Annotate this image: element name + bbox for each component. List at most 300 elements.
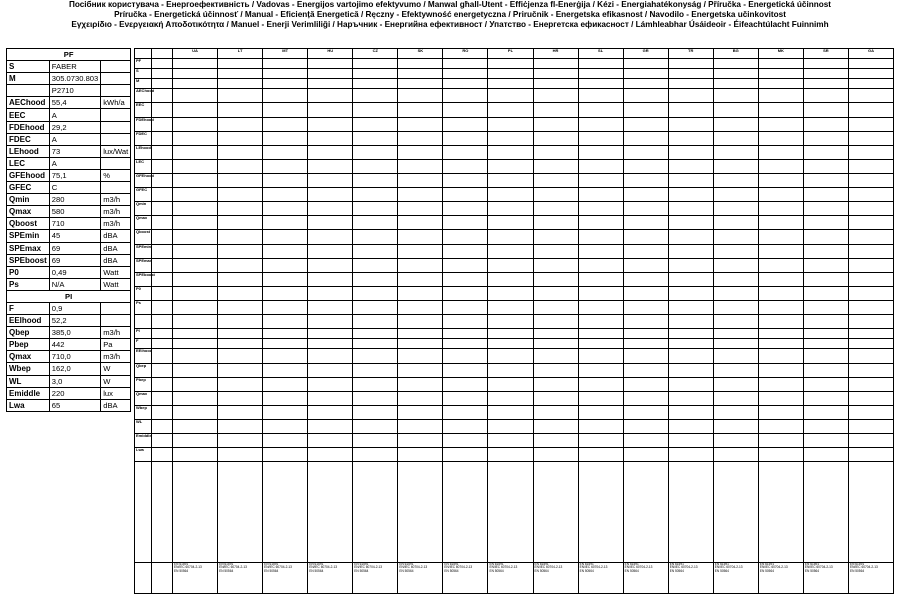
grid-cell: [668, 230, 713, 244]
grid-row-key: SPEmin: [135, 244, 152, 258]
pf-value: FABER: [49, 61, 100, 73]
grid-cell: [398, 448, 443, 462]
grid-cell: [443, 419, 488, 433]
grid-cell: [578, 419, 623, 433]
pf-value: C: [49, 182, 100, 194]
pf-unit: %: [101, 169, 131, 181]
grid-cell: [173, 103, 218, 117]
grid-cell: [758, 363, 803, 377]
grid-cell: [713, 173, 758, 187]
grid-column-header: SL: [578, 49, 623, 59]
grid-column-header: GR: [623, 49, 668, 59]
grid-cell: [488, 89, 533, 103]
grid-cell: [713, 329, 758, 339]
pi-row: [7, 387, 131, 399]
footer-reference: EN 50564: [804, 568, 820, 573]
grid-cell: [848, 188, 893, 202]
grid-cell: [443, 79, 488, 89]
pi-unit: [101, 302, 131, 314]
grid-cell: [848, 339, 893, 349]
pf-unit: m3/h: [101, 218, 131, 230]
grid-cell: [623, 339, 668, 349]
grid-cell: [353, 244, 398, 258]
pi-label: Emiddle: [7, 387, 50, 399]
grid-cell: [308, 349, 353, 363]
grid-cell: [758, 405, 803, 419]
grid-cell: [758, 349, 803, 363]
grid-cell: [218, 462, 263, 562]
grid-cell: [398, 434, 443, 448]
grid-cell: [218, 188, 263, 202]
grid-cell: [263, 202, 308, 216]
grid-cell: [848, 117, 893, 131]
grid-cell: [308, 377, 353, 391]
footer-reference: EN 50564: [669, 568, 684, 573]
grid-row-desc-cell: [152, 244, 173, 258]
grid-cell: [353, 329, 398, 339]
pi-unit: W: [101, 363, 131, 375]
grid-cell: [803, 244, 848, 258]
grid-cell: [443, 377, 488, 391]
grid-cell: [848, 448, 893, 462]
grid-column-header: SK: [398, 49, 443, 59]
grid-cell: [308, 562, 353, 593]
pf-row: [7, 254, 131, 266]
grid-cell: [623, 69, 668, 79]
pf-unit: [101, 121, 131, 133]
pf-label: Qmax: [7, 206, 50, 218]
pi-label: F: [7, 302, 50, 314]
grid-cell: [623, 131, 668, 145]
grid-cell: [173, 272, 218, 286]
grid-row: [135, 315, 894, 329]
pf-unit: [101, 61, 131, 73]
pf-value: 69: [49, 242, 100, 254]
grid-row-key: SPEboost: [135, 272, 152, 286]
grid-row: [135, 79, 894, 89]
pi-row: [7, 339, 131, 351]
pf-unit: [101, 85, 131, 97]
grid-row-desc-cell: [152, 89, 173, 103]
grid-cell: [668, 145, 713, 159]
footer-reference: EN 50564: [309, 568, 324, 573]
grid-row-desc-cell: [152, 300, 173, 314]
grid-cell: [578, 391, 623, 405]
pf-label: Ps: [7, 278, 50, 290]
grid-cell: [443, 216, 488, 230]
grid-cell: [488, 188, 533, 202]
grid-cell: [488, 462, 533, 562]
grid-cell: [578, 329, 623, 339]
grid-cell: [488, 117, 533, 131]
grid-cell: [263, 258, 308, 272]
grid-cell: [308, 405, 353, 419]
grid-cell: [713, 69, 758, 79]
grid-cell: [668, 244, 713, 258]
grid-cell: [443, 69, 488, 79]
grid-cell: [623, 448, 668, 462]
grid-cell: [533, 103, 578, 117]
footer-reference: EN 61591: [714, 561, 729, 566]
footer-reference: EN 61591: [624, 561, 639, 566]
grid-row-key: Qbep: [135, 363, 152, 377]
grid-cell: [308, 69, 353, 79]
grid-cell: [218, 131, 263, 145]
footer-reference: EN 50564: [399, 568, 414, 573]
grid-cell: [263, 58, 308, 68]
grid-cell: [803, 173, 848, 187]
footer-reference: EN 61591: [444, 561, 459, 566]
grid-cell: [218, 103, 263, 117]
grid-cell: [803, 315, 848, 329]
grid-cell: [533, 69, 578, 79]
grid-cell: [488, 103, 533, 117]
grid-cell: [263, 329, 308, 339]
grid-cell: [533, 339, 578, 349]
pi-value: 3,0: [49, 375, 100, 387]
grid-cell: [398, 258, 443, 272]
grid-cell: [173, 145, 218, 159]
grid-row-key: Qmax: [135, 216, 152, 230]
grid-cell: [578, 173, 623, 187]
pf-unit: dBA: [101, 254, 131, 266]
grid-cell: [173, 69, 218, 79]
grid-cell: [713, 300, 758, 314]
footer-reference: EN 50564: [219, 568, 234, 573]
grid-cell: [848, 244, 893, 258]
grid-cell: [218, 216, 263, 230]
grid-cell: [218, 173, 263, 187]
grid-cell: [173, 339, 218, 349]
grid-cell: [263, 230, 308, 244]
footer-reference: EN 50564: [174, 568, 189, 573]
pf-label: GFEC: [7, 182, 50, 194]
pf-row: [7, 194, 131, 206]
grid-cell: [308, 315, 353, 329]
pf-row: [7, 266, 131, 278]
grid-cell: [398, 339, 443, 349]
grid-cell: [668, 58, 713, 68]
grid-cell: [713, 58, 758, 68]
grid-cell: [488, 405, 533, 419]
grid-cell: [263, 286, 308, 300]
grid-cell: [308, 79, 353, 89]
grid-cell: [218, 419, 263, 433]
pi-value: 220: [49, 387, 100, 399]
footer-reference: EN 61591: [264, 561, 279, 566]
grid-row-desc-cell: [152, 286, 173, 300]
grid-cell: [218, 329, 263, 339]
grid-cell: [173, 79, 218, 89]
grid-cell: [263, 117, 308, 131]
grid-cell: [308, 131, 353, 145]
grid-cell: [803, 258, 848, 272]
grid-cell: [353, 419, 398, 433]
grid-cell: [713, 391, 758, 405]
grid-cell: [533, 58, 578, 68]
grid-cell: [578, 117, 623, 131]
grid-cell: [353, 286, 398, 300]
footer-reference: EN 61591: [174, 561, 189, 566]
pf-value: 580: [49, 206, 100, 218]
grid-cell: [353, 202, 398, 216]
grid-cell: [623, 315, 668, 329]
grid-cell: [758, 103, 803, 117]
grid-row-key: EEC: [135, 103, 152, 117]
grid-row: [135, 363, 894, 377]
grid-cell: [443, 349, 488, 363]
grid-cell: [668, 349, 713, 363]
grid-cell: [173, 131, 218, 145]
grid-row-key: [135, 315, 152, 329]
grid-cell: [533, 448, 578, 462]
grid-cell: [398, 419, 443, 433]
grid-cell: [308, 329, 353, 339]
grid-row-desc-cell: [152, 202, 173, 216]
grid-cell: [443, 159, 488, 173]
grid-cell: [758, 272, 803, 286]
grid-cell: [848, 434, 893, 448]
grid-row-desc-cell: [152, 117, 173, 131]
grid-cell: [668, 188, 713, 202]
grid-cell: [578, 89, 623, 103]
grid-cell: [623, 159, 668, 173]
pf-value: A: [49, 133, 100, 145]
grid-cell: [263, 216, 308, 230]
grid-cell: [353, 230, 398, 244]
grid-row-key: LEhood: [135, 145, 152, 159]
pf-row: [7, 97, 131, 109]
grid-cell: [218, 202, 263, 216]
grid-cell: [758, 89, 803, 103]
grid-row-desc-cell: [152, 448, 173, 462]
grid-cell: [443, 202, 488, 216]
pi-row: [7, 351, 131, 363]
grid-row-key: AEChood: [135, 89, 152, 103]
pf-label: M: [7, 73, 50, 85]
grid-cell: [713, 202, 758, 216]
grid-cell: [173, 329, 218, 339]
pf-unit: [101, 182, 131, 194]
grid-cell: [263, 69, 308, 79]
grid-cell: [488, 434, 533, 448]
grid-cell: [353, 89, 398, 103]
grid-cell: [848, 272, 893, 286]
grid-cell: [218, 286, 263, 300]
grid-cell: [803, 339, 848, 349]
grid-cell: [443, 286, 488, 300]
grid-cell: [803, 159, 848, 173]
grid-cell: [803, 202, 848, 216]
grid-row: [135, 173, 894, 187]
grid-cell: [263, 462, 308, 562]
grid-cell: [803, 272, 848, 286]
grid-cell: [623, 286, 668, 300]
grid-cell: [533, 349, 578, 363]
grid-cell: [218, 349, 263, 363]
grid-cell: [398, 405, 443, 419]
pf-label: Qmin: [7, 194, 50, 206]
grid-row: [135, 339, 894, 349]
grid-cell: [578, 244, 623, 258]
footer-reference: EN/IEC 60704-2-13: [579, 565, 608, 570]
grid-row: [135, 230, 894, 244]
grid-row: [135, 244, 894, 258]
grid-cell: [353, 272, 398, 286]
grid-cell: [443, 405, 488, 419]
pf-label: FDEC: [7, 133, 50, 145]
pf-label: [7, 85, 50, 97]
grid-cell: [533, 145, 578, 159]
grid-cell: [848, 349, 893, 363]
footer-reference: EN/IEC 60704-2-13: [849, 565, 878, 570]
pf-row: [7, 133, 131, 145]
grid-cell: [443, 363, 488, 377]
grid-cell: [308, 434, 353, 448]
grid-row-key: PI: [135, 329, 152, 339]
pi-unit: W: [101, 375, 131, 387]
grid-cell: [713, 419, 758, 433]
footer-reference: EN 61591: [489, 561, 504, 566]
pi-value: 442: [49, 339, 100, 351]
grid-cell: [218, 315, 263, 329]
grid-cell: [173, 244, 218, 258]
grid-column-header: CZ: [353, 49, 398, 59]
grid-column-header: RO: [443, 49, 488, 59]
grid-cell: [308, 363, 353, 377]
grid-cell: [263, 103, 308, 117]
grid-cell: [353, 131, 398, 145]
grid-cell: [578, 315, 623, 329]
grid-cell: [578, 462, 623, 562]
grid-cell: [218, 448, 263, 462]
pi-value: 385,0: [49, 327, 100, 339]
grid-cell: [443, 315, 488, 329]
grid-cell: [353, 173, 398, 187]
grid-column-header: HU: [308, 49, 353, 59]
footer-reference: EN 61591: [804, 561, 820, 566]
pf-label: EEC: [7, 109, 50, 121]
footer-reference: EN/IEC 60704-2-13: [534, 565, 563, 570]
pf-value: 55,4: [49, 97, 100, 109]
grid-cell: [713, 349, 758, 363]
grid-cell: [848, 462, 893, 562]
grid-cell: [263, 131, 308, 145]
grid-cell: [623, 145, 668, 159]
grid-cell: [218, 272, 263, 286]
grid-row: [135, 300, 894, 314]
grid-cell: [623, 349, 668, 363]
grid-row-key: EElhood: [135, 349, 152, 363]
footer-reference: EN 50564: [534, 568, 549, 573]
pf-row: [7, 169, 131, 181]
grid-cell: [443, 258, 488, 272]
grid-cell: [353, 462, 398, 562]
grid-cell: [173, 462, 218, 562]
grid-cell: [848, 419, 893, 433]
grid-cell: [173, 188, 218, 202]
grid-cell: [848, 286, 893, 300]
grid-cell: [308, 448, 353, 462]
grid-cell: [398, 315, 443, 329]
footer-reference: EN/IEC 60704-2-13: [174, 565, 202, 570]
pf-unit: lux/Wat: [101, 145, 131, 157]
grid-cell: [803, 188, 848, 202]
grid-cell: [353, 103, 398, 117]
grid-cell: [263, 448, 308, 462]
grid-cell: [713, 405, 758, 419]
pi-row: [7, 302, 131, 314]
grid-cell: [668, 117, 713, 131]
pf-value: 69: [49, 254, 100, 266]
grid-cell: [713, 272, 758, 286]
grid-cell: [263, 419, 308, 433]
grid-row-desc-cell: [152, 339, 173, 349]
pi-unit: m3/h: [101, 327, 131, 339]
grid-cell: [578, 448, 623, 462]
grid-cell: [803, 117, 848, 131]
pf-label: SPEmax: [7, 242, 50, 254]
grid-cell: [398, 58, 443, 68]
grid-cell: [803, 79, 848, 89]
grid-cell: [668, 300, 713, 314]
grid-cell: [353, 434, 398, 448]
grid-row-desc-cell: [152, 434, 173, 448]
grid-cell: [443, 300, 488, 314]
grid-cell: [173, 448, 218, 462]
grid-cell: [578, 202, 623, 216]
pf-value: 73: [49, 145, 100, 157]
grid-cell: [533, 79, 578, 89]
grid-cell: [218, 339, 263, 349]
pf-label: Qboost: [7, 218, 50, 230]
grid-cell: [488, 562, 533, 593]
grid-row-desc-cell: [152, 188, 173, 202]
grid-row-desc-cell: [152, 103, 173, 117]
grid-cell: [848, 131, 893, 145]
grid-cell: [623, 230, 668, 244]
grid-cell: [713, 117, 758, 131]
grid-row: [135, 131, 894, 145]
pf-value: 29,2: [49, 121, 100, 133]
grid-cell: [398, 363, 443, 377]
footer-reference: EN 50564: [579, 568, 594, 573]
grid-row: [135, 419, 894, 433]
grid-cell: [803, 462, 848, 562]
grid-cell: [533, 286, 578, 300]
grid-cell: [848, 377, 893, 391]
grid-cell: [398, 230, 443, 244]
grid-row: [135, 377, 894, 391]
footer-reference: EN 61591: [219, 561, 234, 566]
grid-cell: [173, 300, 218, 314]
grid-cell: [443, 448, 488, 462]
footer-reference: EN/IEC 60704-2-13: [309, 565, 338, 570]
grid-cell: [173, 258, 218, 272]
grid-cell: [443, 434, 488, 448]
grid-cell: [443, 188, 488, 202]
grid-cell: [308, 145, 353, 159]
pi-unit: dBA: [101, 399, 131, 411]
grid-cell: [758, 173, 803, 187]
grid-cell: [533, 202, 578, 216]
grid-row: [135, 159, 894, 173]
grid-cell: [623, 272, 668, 286]
pi-unit: lux: [101, 387, 131, 399]
grid-cell: [308, 188, 353, 202]
grid-cell: [713, 434, 758, 448]
grid-cell: [173, 159, 218, 173]
